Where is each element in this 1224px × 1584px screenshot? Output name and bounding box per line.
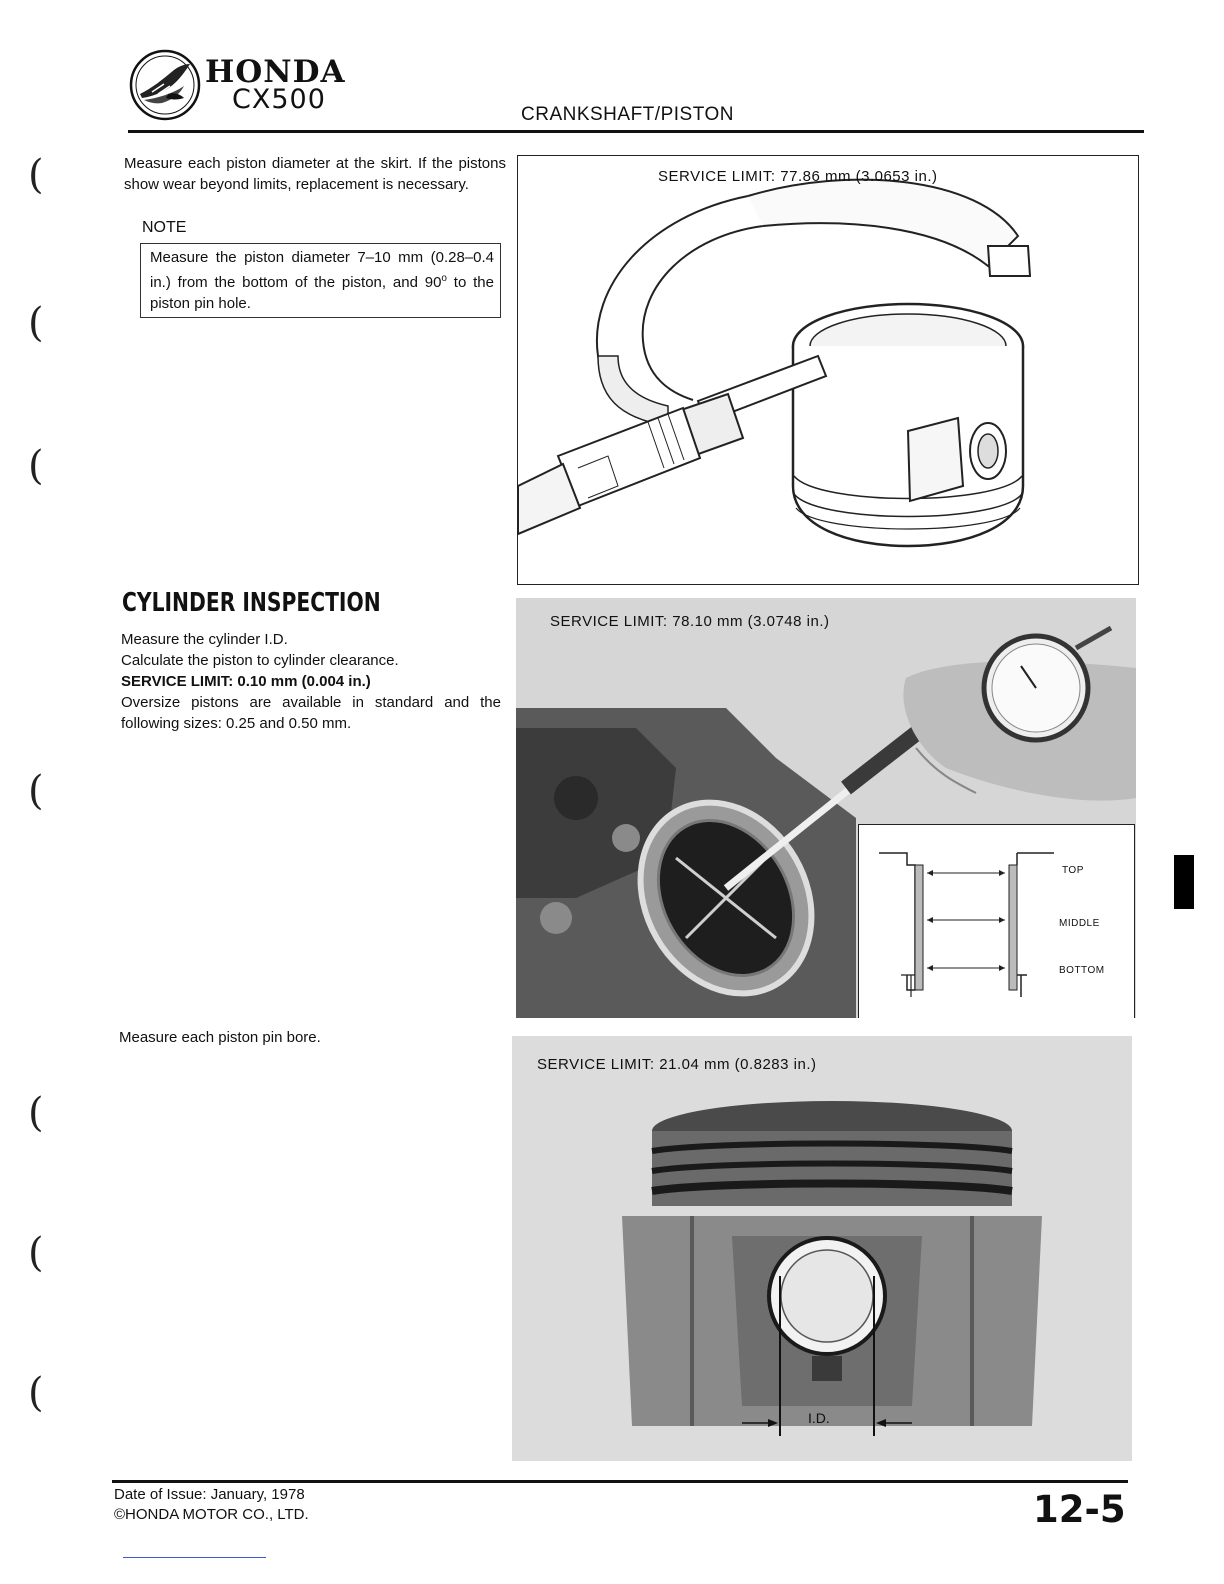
binding-mark: ( [28, 152, 44, 198]
header-rule [128, 130, 1144, 133]
note-box [140, 243, 501, 318]
section-title: CRANKSHAFT/PISTON [521, 104, 734, 125]
page-number: 12-5 [1033, 1488, 1126, 1531]
inset-label-top: TOP [1062, 865, 1084, 876]
model-name: CX500 [232, 84, 326, 115]
note-text: Measure the piston diameter 7–10 mm (0.28–0.4 in.) from the bottom of the piston, and 90 [150, 249, 494, 291]
binding-mark: ( [28, 1230, 44, 1276]
note-text-end: to the piston pin hole. [150, 274, 494, 312]
cylinder-service-limit: SERVICE LIMIT: 0.10 mm (0.004 in.) [121, 673, 371, 690]
copyright: ©HONDA MOTOR CO., LTD. [114, 1506, 309, 1523]
footer-rule [112, 1480, 1128, 1483]
brand-name: HONDA [205, 54, 346, 90]
issue-date: Date of Issue: January, 1978 [114, 1486, 305, 1503]
binding-mark: ( [28, 300, 44, 346]
section-thumb-tab [1174, 855, 1194, 909]
binding-mark: ( [28, 1090, 44, 1136]
piston-instruction: Measure each piston diameter at the skirt. If the pistons show wear beyond limits, replacement is necessary. [124, 155, 506, 193]
figure-piston-micrometer [517, 155, 1139, 585]
bottom-underline [123, 1557, 266, 1558]
figure-3-service-limit: SERVICE LIMIT: 21.04 mm (0.8283 in.) [537, 1056, 817, 1073]
figure-2-service-limit: SERVICE LIMIT: 78.10 mm (3.0748 in.) [550, 613, 830, 630]
cylinder-measurement-inset [858, 824, 1135, 1018]
cylinder-line-3: Oversize pistons are available in standard and the following sizes: 0.25 and 0.50 mm. [121, 694, 501, 732]
note-label: NOTE [142, 219, 187, 236]
pin-bore-instruction: Measure each piston pin bore. [119, 1029, 321, 1046]
inset-label-bottom: BOTTOM [1059, 965, 1105, 976]
cylinder-line-2: Calculate the piston to cylinder clearance. [121, 652, 399, 669]
figure-piston-pin-bore [512, 1036, 1132, 1461]
figure-1-service-limit: SERVICE LIMIT: 77.86 mm (3.0653 in.) [658, 168, 938, 185]
figure-cylinder-bore-gauge [516, 598, 1136, 1018]
inner-diameter-marker: I.D. [808, 1410, 830, 1426]
cylinder-line-1: Measure the cylinder I.D. [121, 631, 288, 648]
cylinder-instructions [121, 629, 501, 734]
inset-label-middle: MIDDLE [1059, 918, 1100, 929]
honda-wing-logo [128, 48, 202, 122]
binding-mark: ( [28, 1370, 44, 1416]
binding-mark: ( [28, 443, 44, 489]
degree-sign: o [441, 273, 447, 284]
cylinder-inspection-heading: CYLINDER INSPECTION [122, 588, 381, 618]
binding-mark: ( [28, 768, 44, 814]
